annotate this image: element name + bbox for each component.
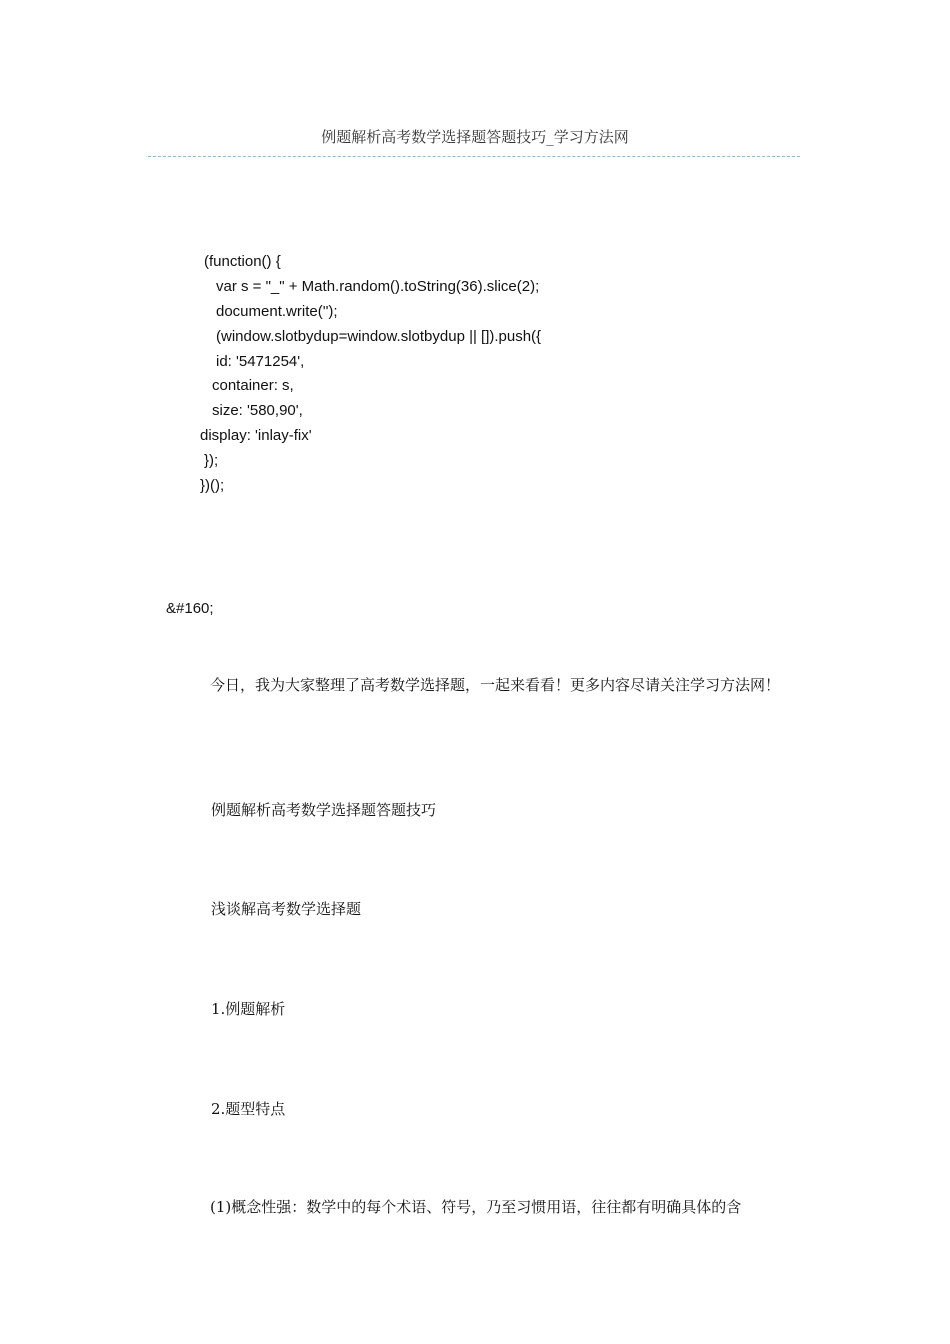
intro-paragraph: 今日，我为大家整理了高考数学选择题，一起来看看！更多内容尽请关注学习方法网！ (210, 676, 781, 694)
section-heading-main: 例题解析高考数学选择题答题技巧 (211, 801, 437, 819)
code-line: (window.slotbydup=window.slotbydup || []).push({ (216, 328, 542, 345)
code-line: var s = "_" + Math.random().toString(36).slice(2); (216, 278, 540, 295)
code-line: container: s, (212, 377, 294, 394)
code-line: display: 'inlay-fix' (200, 427, 312, 444)
code-line: size: '580,90', (212, 402, 303, 419)
code-line: id: '5471254', (216, 353, 305, 370)
header-divider (148, 156, 800, 157)
section-heading-sub: 浅谈解高考数学选择题 (211, 900, 362, 918)
entity-text: &#160; (166, 600, 214, 617)
concept-paragraph: (1)概念性强：数学中的每个术语、符号，乃至习惯用语，往往都有明确具体的含 (210, 1198, 742, 1216)
section-heading-example: 1.例题解析 (211, 1000, 286, 1018)
code-line: })(); (200, 477, 225, 494)
document-header-title: 例题解析高考数学选择题答题技巧_学习方法网 (321, 128, 629, 146)
code-line: (function() { (204, 253, 281, 270)
code-line: }); (204, 452, 219, 469)
code-line: document.write(''); (216, 303, 338, 320)
section-heading-features: 2.题型特点 (211, 1100, 286, 1118)
